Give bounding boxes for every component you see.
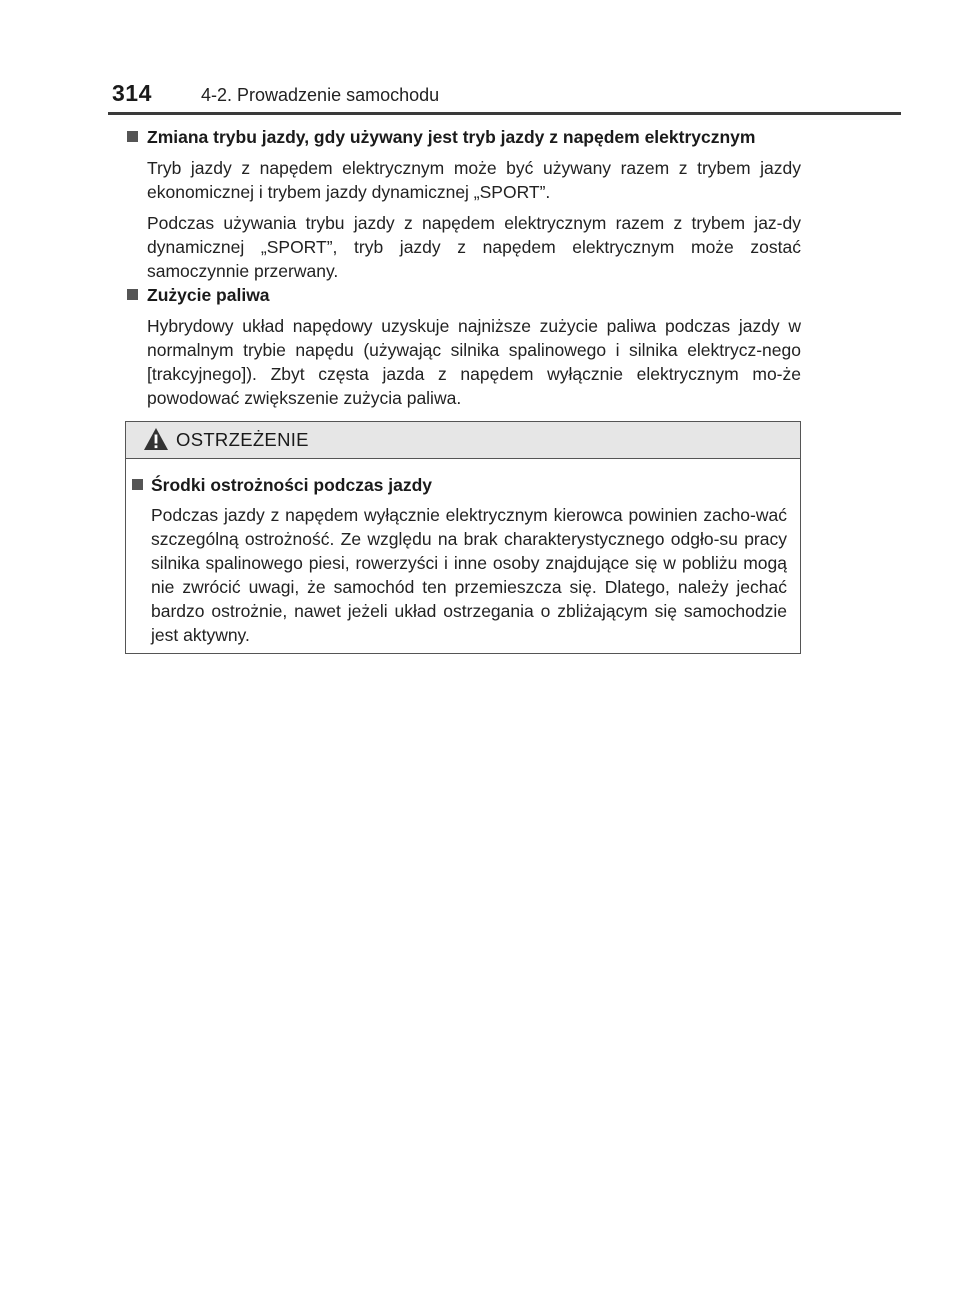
page-number: 314 (112, 80, 152, 106)
chapter-title: 4-2. Prowadzenie samochodu (201, 85, 440, 105)
warning-paragraph: Podczas jazdy z napędem wyłącznie elektrycznym kierowca powinien zacho-wać szczególną ostrożność. Ze względu na brak charakterystycznego odgło-su pracy silnika spalinowego piesi, rowerzyści i inne osoby znajdujące się w pobliżu mogą nie zwrócić uwagi, że samochód ten przemieszcza się. Dlatego, należy jechać bardzo ostrożnie, nawet jeżeli układ ostrzegania o zbliżającym się samochodzie jest aktywny. (151, 505, 787, 645)
warning-heading (132, 473, 787, 497)
warning-triangle-icon (143, 427, 169, 451)
header-rule (108, 112, 901, 115)
bullet-square-icon (132, 479, 143, 490)
section-heading-text: Zużycie paliwa (147, 285, 270, 305)
section-heading (127, 283, 801, 307)
section-heading-text: Zmiana trybu jazdy, gdy używany jest tryb jazdy z napędem elektrycznym (147, 127, 756, 147)
section-drive-mode (127, 125, 801, 283)
warning-heading-text: Środki ostrożności podczas jazdy (151, 475, 433, 495)
bullet-square-icon (127, 289, 138, 300)
paragraph: Hybrydowy układ napędowy uzyskuje najniższe zużycie paliwa podczas jazdy w normalnym trybie napędu (używając silnika spalinowego i silnika elektrycz-nego [trakcyjnego]). Zbyt częsta jazda z napędem wyłącznie elektrycznym mo-że powodować zwiększenie zużycia paliwa. (147, 316, 801, 408)
warning-box (125, 421, 801, 654)
warning-title: OSTRZEŻENIE (176, 429, 309, 450)
section-fuel-consumption (127, 283, 801, 410)
warning-header (126, 422, 800, 459)
warning-body (132, 473, 787, 647)
paragraph: Tryb jazdy z napędem elektrycznym może być używany razem z trybem jazdy ekonomicznej i trybem jazdy dynamicznej „SPORT”. (147, 158, 801, 202)
bullet-square-icon (127, 131, 138, 142)
section-heading (127, 125, 801, 149)
paragraph: Podczas używania trybu jazdy z napędem elektrycznym razem z trybem jaz-dy dynamicznej „SPORT”, tryb jazdy z napędem elektrycznym może zostać samoczynnie przerwany. (147, 213, 801, 281)
